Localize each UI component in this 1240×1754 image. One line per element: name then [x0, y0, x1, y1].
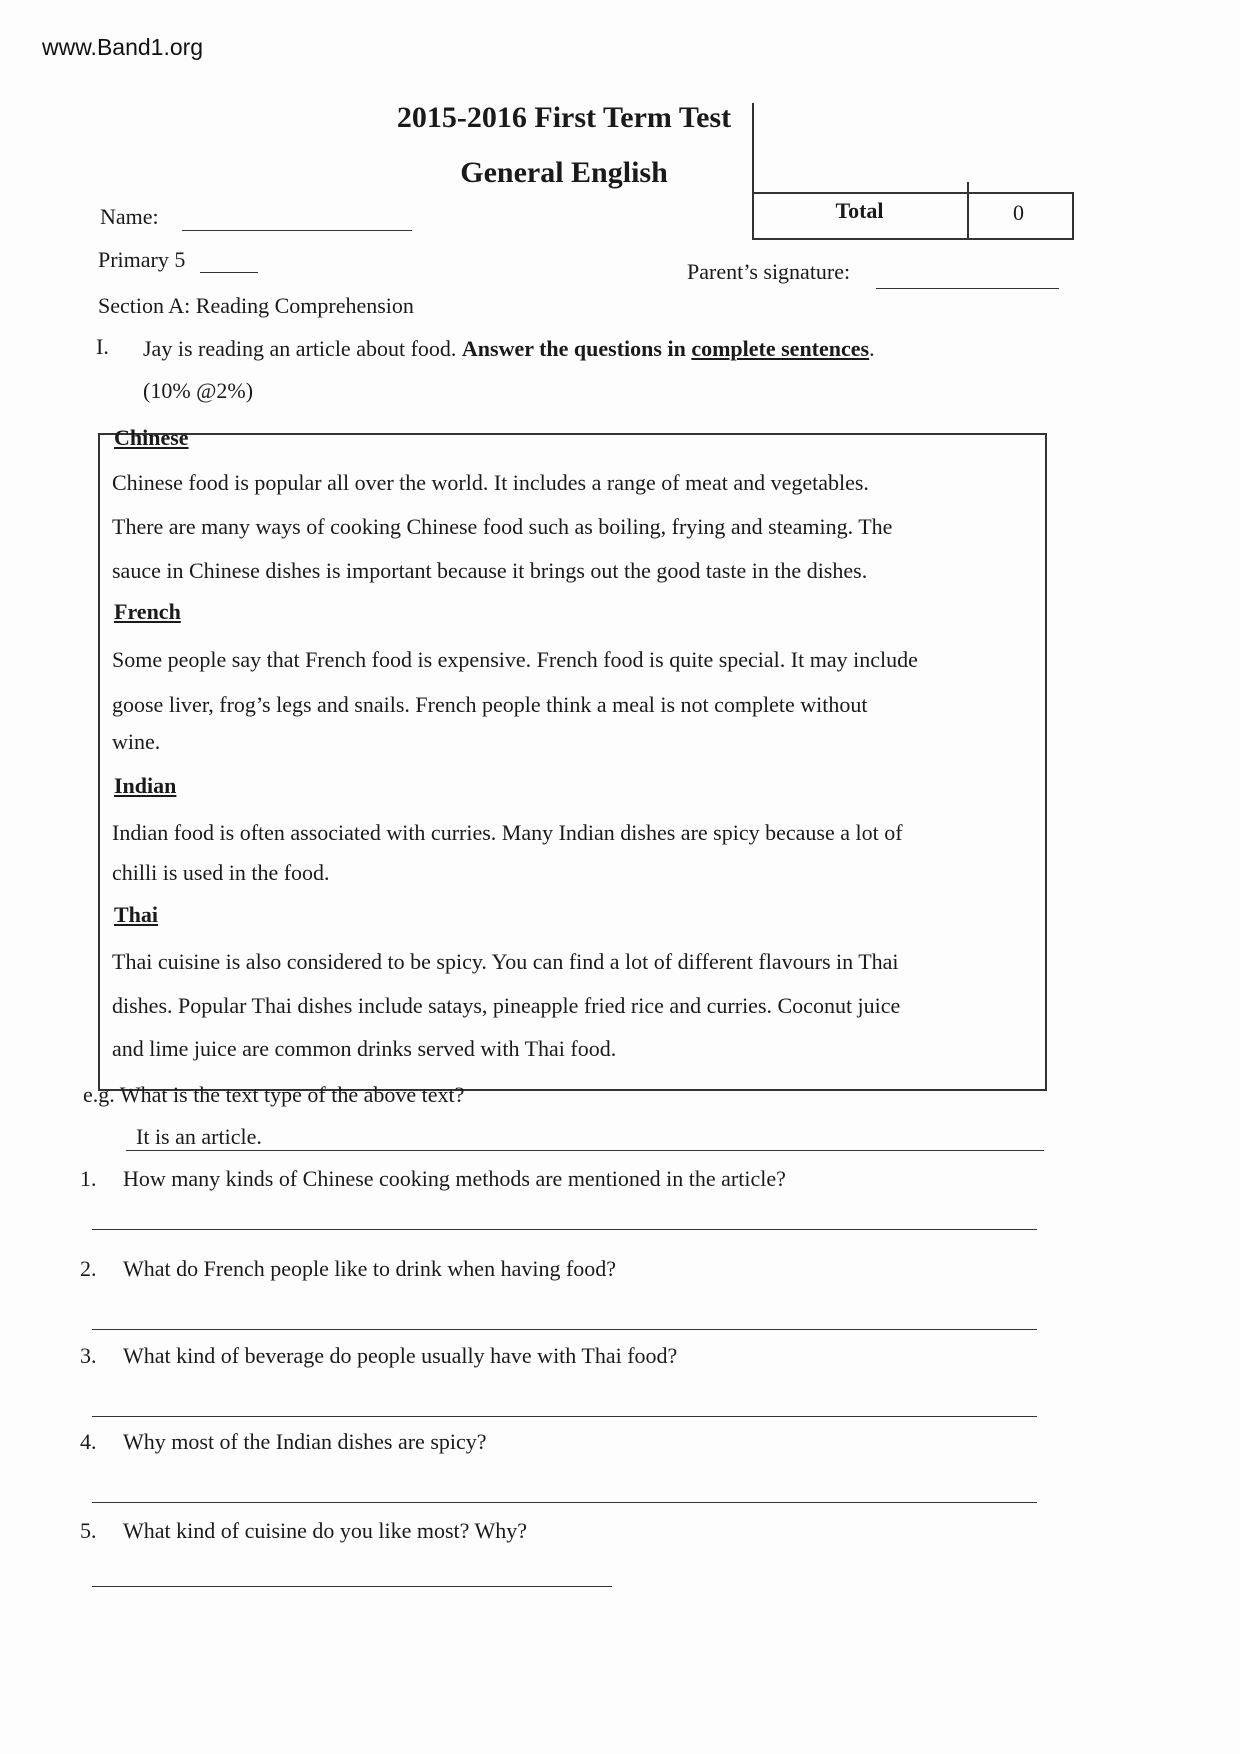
- name-field[interactable]: [182, 230, 412, 231]
- total-label: Total: [835, 198, 884, 223]
- answer-line[interactable]: [92, 1329, 1037, 1330]
- marks: (10% @2%): [143, 378, 254, 403]
- class-label: Primary 5: [98, 247, 186, 272]
- passage-line: wine.: [112, 729, 161, 754]
- passage-line: dishes. Popular Thai dishes include satays, pineapple fried rice and curries. Coconut juice: [112, 993, 901, 1018]
- example: [83, 1082, 464, 1108]
- instruction-bold: Answer the questions in: [461, 336, 692, 361]
- question-text: What do French people like to drink when having food?: [123, 1256, 617, 1281]
- passage-line: Chinese food is popular all over the world. It includes a range of meat and vegetables.: [112, 470, 869, 495]
- answer-line[interactable]: [92, 1416, 1037, 1417]
- section-heading: Section A: Reading Comprehension: [98, 293, 414, 318]
- parent-signature-field[interactable]: [876, 288, 1059, 289]
- watermark: www.Band1.org: [42, 34, 204, 60]
- example-question: What is the text type of the above text?: [119, 1082, 465, 1107]
- question-text: How many kinds of Chinese cooking methods are mentioned in the article?: [123, 1166, 786, 1191]
- instruction-underlined: complete sentences: [691, 336, 870, 361]
- passage-line: goose liver, frog’s legs and snails. French people think a meal is not complete without: [112, 692, 868, 717]
- passage-line: Thai cuisine is also considered to be spicy. You can find a lot of different flavours in Thai: [112, 949, 899, 974]
- instruction: [143, 336, 875, 362]
- class-field[interactable]: [200, 272, 258, 273]
- exam-title: 2015-2016 First Term Test: [396, 101, 732, 134]
- passage-line: There are many ways of cooking Chinese food such as boiling, frying and steaming. The: [112, 514, 893, 539]
- instruction-text: Jay is reading an article about food.: [143, 336, 462, 361]
- parent-signature-label: Parent’s signature:: [687, 259, 851, 284]
- passage-heading-indian: Indian: [114, 773, 177, 798]
- instruction-end: .: [869, 336, 875, 361]
- passage-line: chilli is used in the food.: [112, 860, 330, 885]
- subject-title: General English: [460, 156, 668, 189]
- answer-line[interactable]: [92, 1502, 1037, 1503]
- passage-heading-french: French: [114, 599, 181, 624]
- question-text: What kind of beverage do people usually have with Thai food?: [123, 1343, 678, 1368]
- name-label: Name:: [100, 204, 159, 229]
- example-answer: It is an article.: [136, 1124, 262, 1149]
- passage-line: and lime juice are common drinks served with Thai food.: [112, 1036, 617, 1061]
- passage-line: Some people say that French food is expensive. French food is quite special. It may include: [112, 647, 918, 672]
- passage-line: sauce in Chinese dishes is important because it brings out the good taste in the dishes.: [112, 558, 868, 583]
- answer-line[interactable]: [92, 1229, 1037, 1230]
- passage-heading-thai: Thai: [114, 902, 159, 927]
- question-number: 4.: [80, 1429, 97, 1454]
- example-label: e.g.: [83, 1082, 115, 1107]
- question-number: 5.: [80, 1518, 97, 1543]
- answer-line[interactable]: [92, 1586, 612, 1587]
- question-text: Why most of the Indian dishes are spicy?: [123, 1429, 487, 1454]
- total-value: 0: [1013, 200, 1024, 225]
- question-text: What kind of cuisine do you like most? Why?: [123, 1518, 528, 1543]
- instruction-number: I.: [96, 334, 109, 359]
- example-answer-line: [126, 1150, 1044, 1151]
- question-number: 1.: [80, 1166, 97, 1191]
- passage-line: Indian food is often associated with curries. Many Indian dishes are spicy because a lot of: [112, 820, 903, 845]
- question-number: 3.: [80, 1343, 97, 1368]
- question-number: 2.: [80, 1256, 97, 1281]
- passage-heading-chinese: Chinese: [114, 425, 189, 450]
